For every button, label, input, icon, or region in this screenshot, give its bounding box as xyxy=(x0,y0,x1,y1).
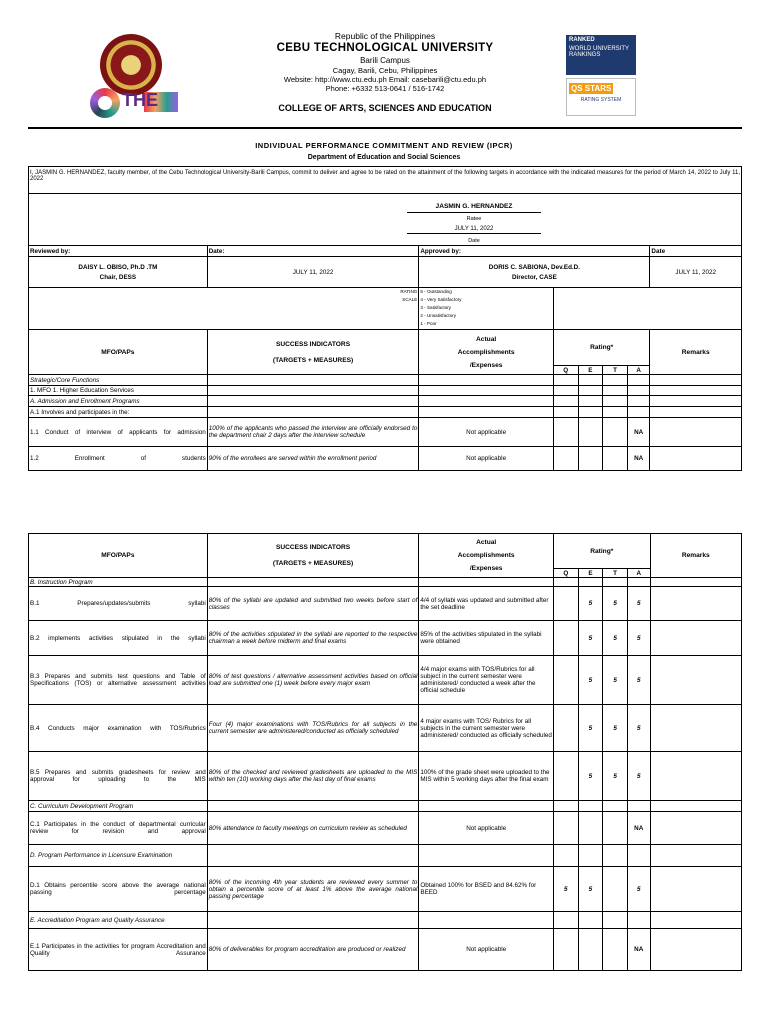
cell-t: 5 xyxy=(603,705,628,752)
cell-a: NA xyxy=(627,812,650,845)
ratee-name: JASMIN G. HERNANDEZ xyxy=(407,203,541,213)
col-rating: Rating* xyxy=(553,330,650,366)
cell-actual xyxy=(419,375,554,386)
qs-ranked-logo-icon: RANKED WORLD UNIVERSITY RANKINGS xyxy=(566,35,636,75)
cell-mfo: A. Admission and Enrollment Programs xyxy=(29,396,208,407)
cell-actual: Obtained 100% for BSED and 84.62% for BEED xyxy=(419,867,554,912)
cell-remarks xyxy=(650,418,742,447)
cell-remarks xyxy=(650,867,741,912)
cell-success xyxy=(207,578,419,587)
approve-date-label: Date xyxy=(650,246,742,257)
cell-t xyxy=(603,578,628,587)
cell-t xyxy=(603,386,628,396)
cell-actual: Not applicable xyxy=(419,929,554,971)
cell-remarks xyxy=(650,407,742,418)
cell-mfo: 1.1 Conduct of interview of applicants for admission xyxy=(29,418,208,447)
cell-mfo: Strategic/Core Functions xyxy=(29,375,208,386)
col-q: Q xyxy=(553,366,578,375)
col-a: A xyxy=(627,569,650,578)
col-t: T xyxy=(603,366,628,375)
cell-q xyxy=(553,447,578,471)
approver-signature xyxy=(419,257,650,288)
cell-actual xyxy=(419,845,554,867)
cell-remarks xyxy=(650,447,742,471)
cell-q xyxy=(553,929,578,971)
cell-a: 5 xyxy=(627,705,650,752)
cell-success: 80% of test questions / alternative assessment activities based on official load are submitted one (1) week before every major exam xyxy=(207,656,419,705)
cell-e: 5 xyxy=(578,867,603,912)
col-mfo-paps: MFO/PAPs xyxy=(29,330,208,375)
ipcr-table-2 xyxy=(28,533,742,971)
cell-e xyxy=(578,578,603,587)
cell-actual: Not applicable xyxy=(419,812,554,845)
col-rating: Rating* xyxy=(553,534,650,569)
cell-actual xyxy=(419,801,554,812)
cell-mfo: E. Accreditation Program and Quality Assurance xyxy=(29,912,208,929)
cell-a xyxy=(627,375,650,386)
header-divider xyxy=(28,127,742,129)
cell-t xyxy=(603,447,628,471)
col-t: T xyxy=(603,569,628,578)
cell-mfo: C.1 Participates in the conduct of departmental curricular review for revision and approval xyxy=(29,812,208,845)
cell-mfo: B.2 implements activities stipulated in the syllabi xyxy=(29,621,208,656)
cell-q xyxy=(553,578,578,587)
ratee-label: Ratee xyxy=(466,216,482,222)
cell-success xyxy=(207,386,419,396)
table-row xyxy=(29,447,742,471)
approved-by-label: Approved by: xyxy=(419,246,650,257)
cell-remarks xyxy=(650,386,742,396)
cell-actual xyxy=(419,396,554,407)
reviewer-title: Chair, DESS xyxy=(99,273,137,281)
cell-remarks xyxy=(650,929,741,971)
document-title: INDIVIDUAL PERFORMANCE COMMITMENT AND REVIEW (IPCR) xyxy=(255,141,513,150)
cell-a: 5 xyxy=(627,752,650,801)
col-q: Q xyxy=(553,569,578,578)
cell-success: 80% of the checked and reviewed gradesheets are uploaded to the MIS within ten (10) working days after the last day of final exams xyxy=(207,752,419,801)
cell-actual: 4 major exams with TOS/ Rubrics for all subjects in the current semester were administered/ conducted as officially scheduled xyxy=(419,705,554,752)
reviewer-signature xyxy=(29,257,208,288)
department-title: Department of Education and Social Sciences xyxy=(307,154,461,161)
cell-success: 80% attendance to faculty meetings on curriculum review as scheduled xyxy=(207,812,419,845)
cell-e xyxy=(578,386,603,396)
table-row xyxy=(29,929,742,971)
cell-actual: Not applicable xyxy=(419,447,554,471)
cell-mfo: B.5 Prepares and submits gradesheets for review and approval for uploading to the MIS xyxy=(29,752,208,801)
cell-t: 5 xyxy=(603,656,628,705)
cell-e: 5 xyxy=(578,621,603,656)
cell-success xyxy=(207,407,419,418)
cell-success: 80% of the incoming 4th year students are reviewed every summer to obtain a percentile score of at least 1% above the average national passing percentage xyxy=(207,867,419,912)
cell-a xyxy=(627,386,650,396)
cell-remarks xyxy=(650,656,741,705)
cell-q xyxy=(553,656,578,705)
table-row xyxy=(29,587,742,621)
cell-a: 5 xyxy=(627,656,650,705)
cell-a xyxy=(627,578,650,587)
table-row xyxy=(29,801,742,812)
col-actual-accomplishments: Actual Accomplishments /Expenses xyxy=(419,330,554,375)
phone-line: Phone: +6332 513-0641 / 516-1742 xyxy=(325,84,445,93)
cell-remarks xyxy=(650,578,741,587)
cell-actual: 4/4 major exams with TOS/Rubrics for all subject in the current semester were administered/ conducted a week after the official schedule xyxy=(419,656,554,705)
cell-a xyxy=(627,801,650,812)
cell-q xyxy=(553,801,578,812)
cell-a: 5 xyxy=(627,587,650,621)
cell-mfo: 1.2 Enrollment of students xyxy=(29,447,208,471)
cell-mfo: E.1 Participates in the activities for program Accreditation and Quality Assurance xyxy=(29,929,208,971)
cell-t xyxy=(603,407,628,418)
cell-mfo: C. Curriculum Development Program xyxy=(29,801,208,812)
col-remarks: Remarks xyxy=(650,330,742,375)
cell-remarks xyxy=(650,621,741,656)
rating-scale-list: 5 - Outstanding 4 - Very Satisfactory 3 - Satisfactory 2 - Unsatisfactory 1 - Poor xyxy=(419,288,554,330)
cell-t xyxy=(603,396,628,407)
table-row xyxy=(29,705,742,752)
cell-actual: 100% of the grade sheet were uploaded to the MIS within 5 working days after the final exam xyxy=(419,752,554,801)
cell-mfo: D. Program Performance in Licensure Examination xyxy=(29,845,208,867)
cell-mfo: 1. MFO 1. Higher Education Services xyxy=(29,386,208,396)
cell-t: 5 xyxy=(603,587,628,621)
table-row xyxy=(29,867,742,912)
cell-remarks xyxy=(650,587,741,621)
cell-a: NA xyxy=(627,418,650,447)
cell-mfo: A.1 Involves and participates in the: xyxy=(29,407,208,418)
cell-mfo: B.1 Prepares/updates/submits syllabi xyxy=(29,587,208,621)
republic-line: Republic of the Philippines xyxy=(334,31,436,41)
cell-e xyxy=(578,801,603,812)
cell-success xyxy=(207,912,419,929)
cell-actual xyxy=(419,912,554,929)
cell-t xyxy=(603,812,628,845)
cell-q xyxy=(553,752,578,801)
ipcr-table-1 xyxy=(28,166,742,471)
cell-e xyxy=(578,929,603,971)
cell-mfo: B. Instruction Program xyxy=(29,578,208,587)
reviewed-by-label: Reviewed by: xyxy=(29,246,208,257)
cell-a xyxy=(627,396,650,407)
cell-q xyxy=(553,812,578,845)
cell-remarks xyxy=(650,752,741,801)
col-actual-accomplishments: Actual Accomplishments /Expenses xyxy=(419,534,554,578)
cell-e xyxy=(578,447,603,471)
the-impact-rankings-logo-icon: THE xyxy=(90,88,178,120)
cell-e: 5 xyxy=(578,587,603,621)
cell-success xyxy=(207,801,419,812)
cell-actual: 85% of the activities stipulated in the syllabi were obtained xyxy=(419,621,554,656)
cell-remarks xyxy=(650,375,742,386)
cell-e: 5 xyxy=(578,752,603,801)
table-row xyxy=(29,375,742,386)
cell-mfo: D.1 Obtains percentile score above the average national passing percentage xyxy=(29,867,208,912)
table-row xyxy=(29,752,742,801)
ratee-block xyxy=(29,194,742,246)
table-row xyxy=(29,812,742,845)
cell-e: 5 xyxy=(578,656,603,705)
table-row xyxy=(29,407,742,418)
col-mfo-paps: MFO/PAPs xyxy=(29,534,208,578)
cell-q xyxy=(553,418,578,447)
qs-stars-logo-icon: QS STARS RATING SYSTEM xyxy=(566,78,636,116)
cell-e xyxy=(578,407,603,418)
cell-success: 80% of the syllabi are updated and submitted two weeks before start of classes xyxy=(207,587,419,621)
cell-q xyxy=(553,375,578,386)
table-row xyxy=(29,396,742,407)
table-row xyxy=(29,621,742,656)
ratee-date: JULY 11, 2022 xyxy=(407,226,541,234)
cell-actual xyxy=(419,407,554,418)
cell-q xyxy=(553,845,578,867)
table-row xyxy=(29,578,742,587)
table-row xyxy=(29,386,742,396)
cell-remarks xyxy=(650,705,741,752)
cell-remarks xyxy=(650,396,742,407)
cell-t xyxy=(603,845,628,867)
cell-q: 5 xyxy=(553,867,578,912)
col-e: E xyxy=(578,366,603,375)
cell-t xyxy=(603,929,628,971)
cell-t: 5 xyxy=(603,621,628,656)
cell-actual: 4/4 of syllabi was updated and submitted after the set deadline xyxy=(419,587,554,621)
cell-t: 5 xyxy=(603,752,628,801)
cell-t xyxy=(603,912,628,929)
cell-actual xyxy=(419,386,554,396)
university-seal-icon xyxy=(100,34,162,96)
table-row xyxy=(29,656,742,705)
cell-a: 5 xyxy=(627,621,650,656)
ratee-date-label: Date xyxy=(468,238,480,244)
cell-e xyxy=(578,812,603,845)
cell-success: 80% of the activities stipulated in the syllabi are reported to the respective chairman a week before midterm and final exams xyxy=(207,621,419,656)
col-success-indicators: SUCCESS INDICATORS (TARGETS + MEASURES) xyxy=(207,330,419,375)
review-date-label: Date: xyxy=(207,246,419,257)
cell-remarks xyxy=(650,801,741,812)
college-name: COLLEGE OF ARTS, SCIENCES AND EDUCATION xyxy=(278,103,492,113)
cell-q xyxy=(553,587,578,621)
cell-remarks xyxy=(650,812,741,845)
cell-q xyxy=(553,386,578,396)
cell-success: 90% of the enrollees are served within the enrollment period xyxy=(207,447,419,471)
cell-success xyxy=(207,396,419,407)
cell-a: NA xyxy=(627,447,650,471)
cell-e xyxy=(578,845,603,867)
col-success-indicators: SUCCESS INDICATORS (TARGETS + MEASURES) xyxy=(207,534,419,578)
cell-e: 5 xyxy=(578,705,603,752)
cell-a: NA xyxy=(627,929,650,971)
cell-success xyxy=(207,375,419,386)
review-date: JULY 11, 2022 xyxy=(207,257,419,288)
col-a: A xyxy=(627,366,650,375)
approve-date: JULY 11, 2022 xyxy=(650,257,742,288)
cell-actual: Not applicable xyxy=(419,418,554,447)
cell-success: 80% of deliverables for program accreditation are produced or realized xyxy=(207,929,419,971)
col-remarks: Remarks xyxy=(650,534,741,578)
address: Cagay, Barili, Cebu, Philippines xyxy=(332,66,438,75)
approver-title: Director, CASE xyxy=(511,273,557,281)
cell-t xyxy=(603,801,628,812)
reviewer-name: DAISY L. OBISO, Ph.D .TM xyxy=(78,263,158,271)
table-row xyxy=(29,418,742,447)
cell-q xyxy=(553,407,578,418)
cell-e xyxy=(578,418,603,447)
university-name: CEBU TECHNOLOGICAL UNIVERSITY xyxy=(276,42,494,54)
cell-q xyxy=(553,705,578,752)
cell-mfo: B.3 Prepares and submits test questions and Table of Specifications (TOS) or alternative assessment activities xyxy=(29,656,208,705)
cell-a xyxy=(627,912,650,929)
commitment-statement: I, JASMIN G. HERNANDEZ, faculty member, of the Cebu Technological University-Barili Campus, commit to deliver and agree to be rated on the attainment of the following targets in accordance with the indicated measures for the period of March 14, 2022 to July 11, 2022 xyxy=(29,167,742,194)
cell-t xyxy=(603,418,628,447)
cell-e xyxy=(578,375,603,386)
cell-q xyxy=(553,912,578,929)
cell-e xyxy=(578,912,603,929)
cell-actual xyxy=(419,578,554,587)
cell-t xyxy=(603,375,628,386)
rating-scale-label: RATING SCALE xyxy=(29,288,419,330)
cell-success: 100% of the applicants who passed the interview are officially endorsed to the department chair 2 days after the interview schedule xyxy=(207,418,419,447)
cell-q xyxy=(553,621,578,656)
table-row xyxy=(29,912,742,929)
cell-success xyxy=(207,845,419,867)
cell-remarks xyxy=(650,845,741,867)
cell-success: Four (4) major examinations with TOS/Rubrics for all subjects in the current semester are administered/conducted as officially scheduled xyxy=(207,705,419,752)
campus-name: Barili Campus xyxy=(360,56,410,65)
col-e: E xyxy=(578,569,603,578)
cell-remarks xyxy=(650,912,741,929)
cell-a xyxy=(627,845,650,867)
cell-mfo: B.4 Conducts major examination with TOS/Rubrics xyxy=(29,705,208,752)
approver-name: DORIS C. SABIONA, Dev.Ed.D. xyxy=(488,263,580,271)
letterhead xyxy=(0,0,768,130)
cell-t xyxy=(603,867,628,912)
cell-e xyxy=(578,396,603,407)
table-row xyxy=(29,845,742,867)
cell-a xyxy=(627,407,650,418)
website-line: Website: http://www.ctu.edu.ph Email: casebarili@ctu.edu.ph xyxy=(283,75,487,84)
cell-a: 5 xyxy=(627,867,650,912)
cell-q xyxy=(553,396,578,407)
